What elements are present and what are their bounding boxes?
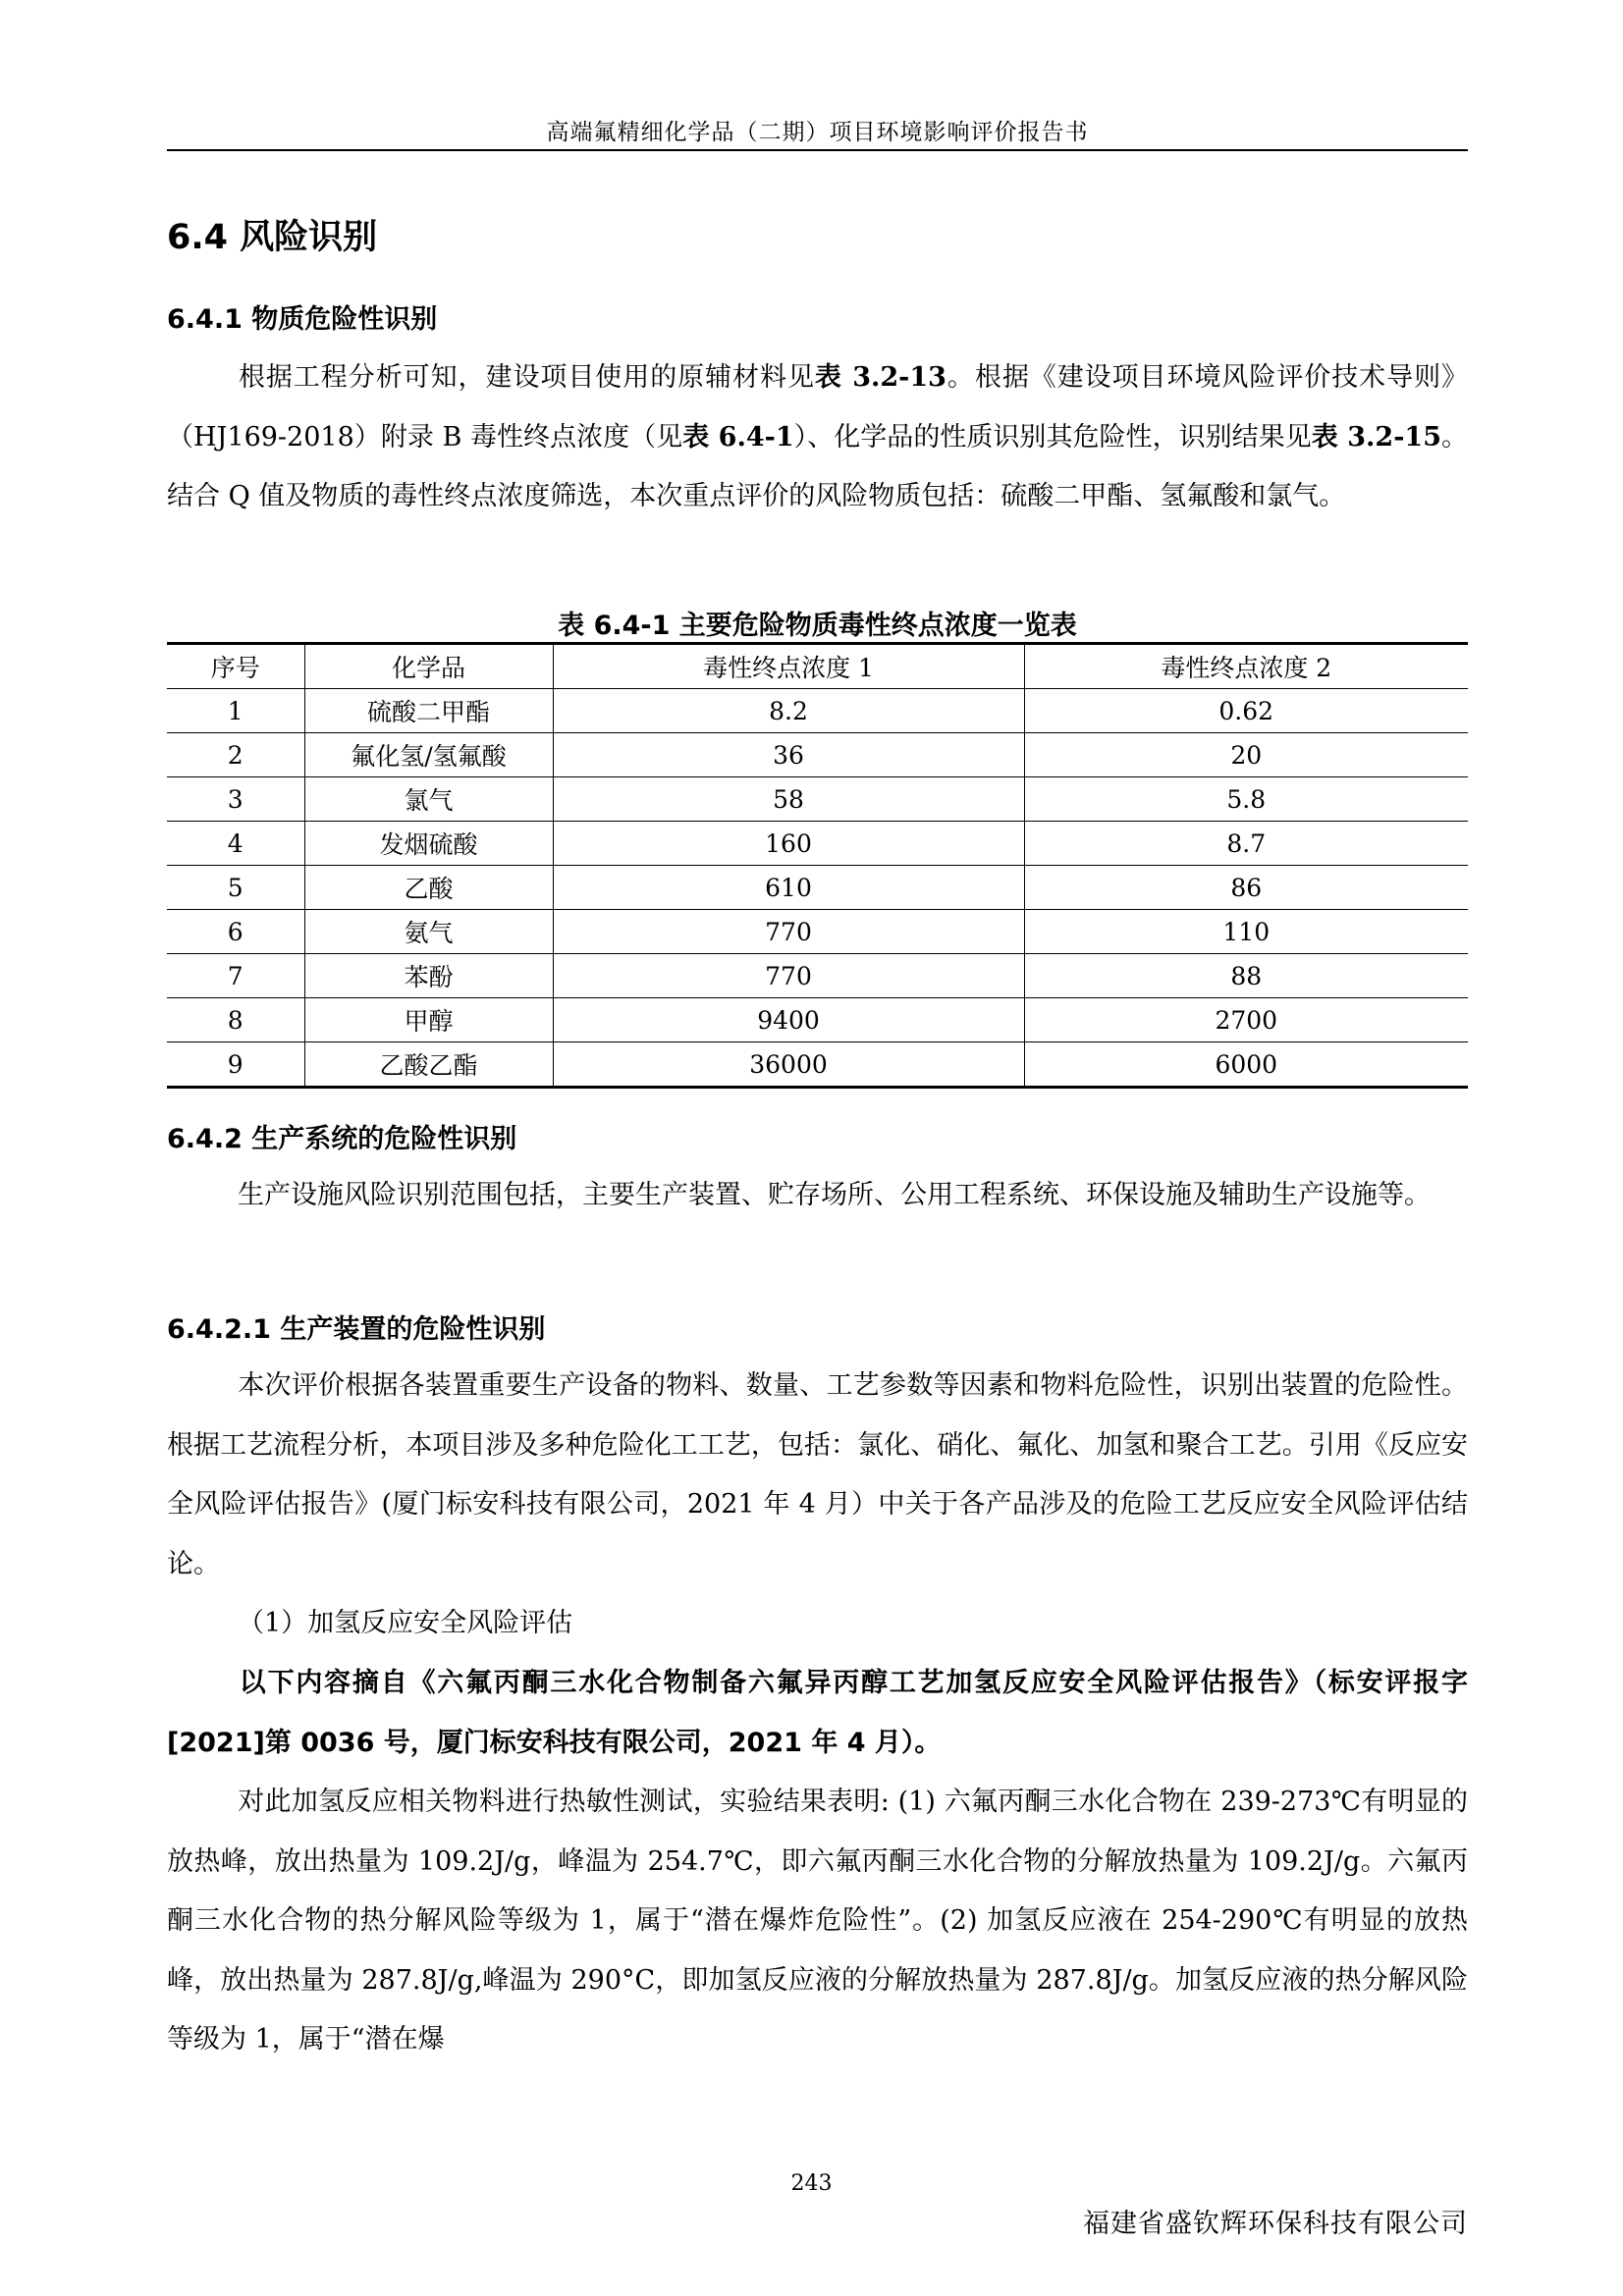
cell-endpoint-2: 8.7 bbox=[1024, 822, 1468, 866]
cell-index: 3 bbox=[167, 777, 304, 822]
cell-endpoint-1: 160 bbox=[553, 822, 1024, 866]
cell-endpoint-2: 88 bbox=[1024, 954, 1468, 998]
table-caption: 表 6.4-1 主要危险物质毒性终点浓度一览表 bbox=[558, 611, 1077, 641]
page-number: 243 bbox=[790, 2171, 833, 2196]
paragraph-6-4-1: 根据工程分析可知，建设项目使用的原辅材料见表 3.2-13。根据《建设项目环境风险评价技术导则》（HJ169-2018）附录 B 毒性终点浓度（见表 6.4-1）、化学品的性质识别其危险性，识别结果见表 3.2-15。结合 Q 值及物质的毒性终点浓度筛选，本次重点评价的风险物质包括：硫酸二甲酯、氢氟酸和氯气。 bbox=[167, 362, 1469, 511]
cell-endpoint-1: 770 bbox=[553, 910, 1024, 954]
cell-endpoint-1: 58 bbox=[553, 777, 1024, 822]
cell-chemical: 硫酸二甲酯 bbox=[304, 689, 553, 733]
cell-chemical: 氟化氢/氢氟酸 bbox=[304, 733, 553, 777]
cell-endpoint-2: 6000 bbox=[1024, 1042, 1468, 1088]
cell-endpoint-1: 8.2 bbox=[553, 689, 1024, 733]
list-item-hydrogenation: （1）加氢反应安全风险评估 bbox=[238, 1608, 573, 1638]
table-row bbox=[167, 689, 1468, 733]
cell-index: 7 bbox=[167, 954, 304, 998]
section-heading-6-4-2: 6.4.2 生产系统的危险性识别 bbox=[167, 1124, 517, 1154]
paragraph-6-4-2: 生产设施风险识别范围包括，主要生产装置、贮存场所、公用工程系统、环保设施及辅助生产设施等。 bbox=[238, 1180, 1431, 1210]
cell-index: 9 bbox=[167, 1042, 304, 1088]
table-row bbox=[167, 733, 1468, 777]
header-index: 序号 bbox=[167, 644, 304, 689]
excerpt-source-note: 以下内容摘自《六氟丙酮三水化合物制备六氟异丙醇工艺加氢反应安全风险评估报告》（标安评报字[2021]第 0036 号，厦门标安科技有限公司，2021 年 4 月）。 bbox=[167, 1668, 1468, 1758]
cell-index: 4 bbox=[167, 822, 304, 866]
table-row bbox=[167, 998, 1468, 1042]
paragraph-6-4-2-1: 本次评价根据各装置重要生产设备的物料、数量、工艺参数等因素和物料危险性，识别出装置的危险性。根据工艺流程分析，本项目涉及多种危险化工工艺，包括：氯化、硝化、氟化、加氢和聚合工艺。引用《反应安全风险评估报告》(厦门标安科技有限公司，2021 年 4 月）中关于各产品涉及的危险工艺反应安全风险评估结论。 bbox=[167, 1370, 1468, 1579]
header-rule bbox=[167, 149, 1468, 151]
cell-endpoint-2: 5.8 bbox=[1024, 777, 1468, 822]
table-row bbox=[167, 777, 1468, 822]
section-heading-6-4: 6.4 风险识别 bbox=[167, 218, 378, 257]
cell-endpoint-1: 36 bbox=[553, 733, 1024, 777]
cell-endpoint-1: 770 bbox=[553, 954, 1024, 998]
cell-endpoint-1: 36000 bbox=[553, 1042, 1024, 1088]
table-row bbox=[167, 910, 1468, 954]
cell-chemical: 乙酸 bbox=[304, 866, 553, 910]
header-chemical: 化学品 bbox=[304, 644, 553, 689]
table-row bbox=[167, 866, 1468, 910]
running-header-title: 高端氟精细化学品（二期）项目环境影响评价报告书 bbox=[546, 120, 1089, 145]
cell-index: 1 bbox=[167, 689, 304, 733]
cell-chemical: 苯酚 bbox=[304, 954, 553, 998]
cell-chemical: 发烟硫酸 bbox=[304, 822, 553, 866]
cell-index: 5 bbox=[167, 866, 304, 910]
cell-endpoint-1: 9400 bbox=[553, 998, 1024, 1042]
section-heading-6-4-2-1: 6.4.2.1 生产装置的危险性识别 bbox=[167, 1314, 546, 1345]
footer-company: 福建省盛钦辉环保科技有限公司 bbox=[1083, 2209, 1468, 2239]
toxicity-table bbox=[167, 642, 1468, 1089]
cell-endpoint-1: 610 bbox=[553, 866, 1024, 910]
paragraph-thermal-test: 对此加氢反应相关物料进行热敏性测试，实验结果表明: (1) 六氟丙酮三水化合物在 239-273℃有明显的放热峰，放出热量为 109.2J/g，峰温为 254.7℃，即六氟丙酮三水化合物的分解放热量为 109.2J/g。六氟丙酮三水化合物的热分解风险等级为 1，属于“潜在爆炸危险性”。(2) 加氢反应液在 254-290℃有明显的放热峰，放出热量为 287.8J/g,峰温为 290°C，即加氢反应液的分解放热量为 287.8J/g。加氢反应液的热分解风险等级为 1，属于“潜在爆 bbox=[167, 1787, 1468, 2055]
table-row bbox=[167, 822, 1468, 866]
header-endpoint-1: 毒性终点浓度 1 bbox=[553, 644, 1024, 689]
cell-index: 6 bbox=[167, 910, 304, 954]
cell-chemical: 氨气 bbox=[304, 910, 553, 954]
cell-index: 8 bbox=[167, 998, 304, 1042]
cell-endpoint-2: 2700 bbox=[1024, 998, 1468, 1042]
cell-chemical: 甲醇 bbox=[304, 998, 553, 1042]
cell-endpoint-2: 110 bbox=[1024, 910, 1468, 954]
section-heading-6-4-1: 6.4.1 物质危险性识别 bbox=[167, 304, 438, 335]
cell-index: 2 bbox=[167, 733, 304, 777]
table-row bbox=[167, 954, 1468, 998]
cell-chemical: 乙酸乙酯 bbox=[304, 1042, 553, 1088]
cell-endpoint-2: 86 bbox=[1024, 866, 1468, 910]
cell-chemical: 氯气 bbox=[304, 777, 553, 822]
cell-endpoint-2: 0.62 bbox=[1024, 689, 1468, 733]
header-endpoint-2: 毒性终点浓度 2 bbox=[1024, 644, 1468, 689]
table-header-row bbox=[167, 644, 1468, 689]
table-row bbox=[167, 1042, 1468, 1088]
cell-endpoint-2: 20 bbox=[1024, 733, 1468, 777]
